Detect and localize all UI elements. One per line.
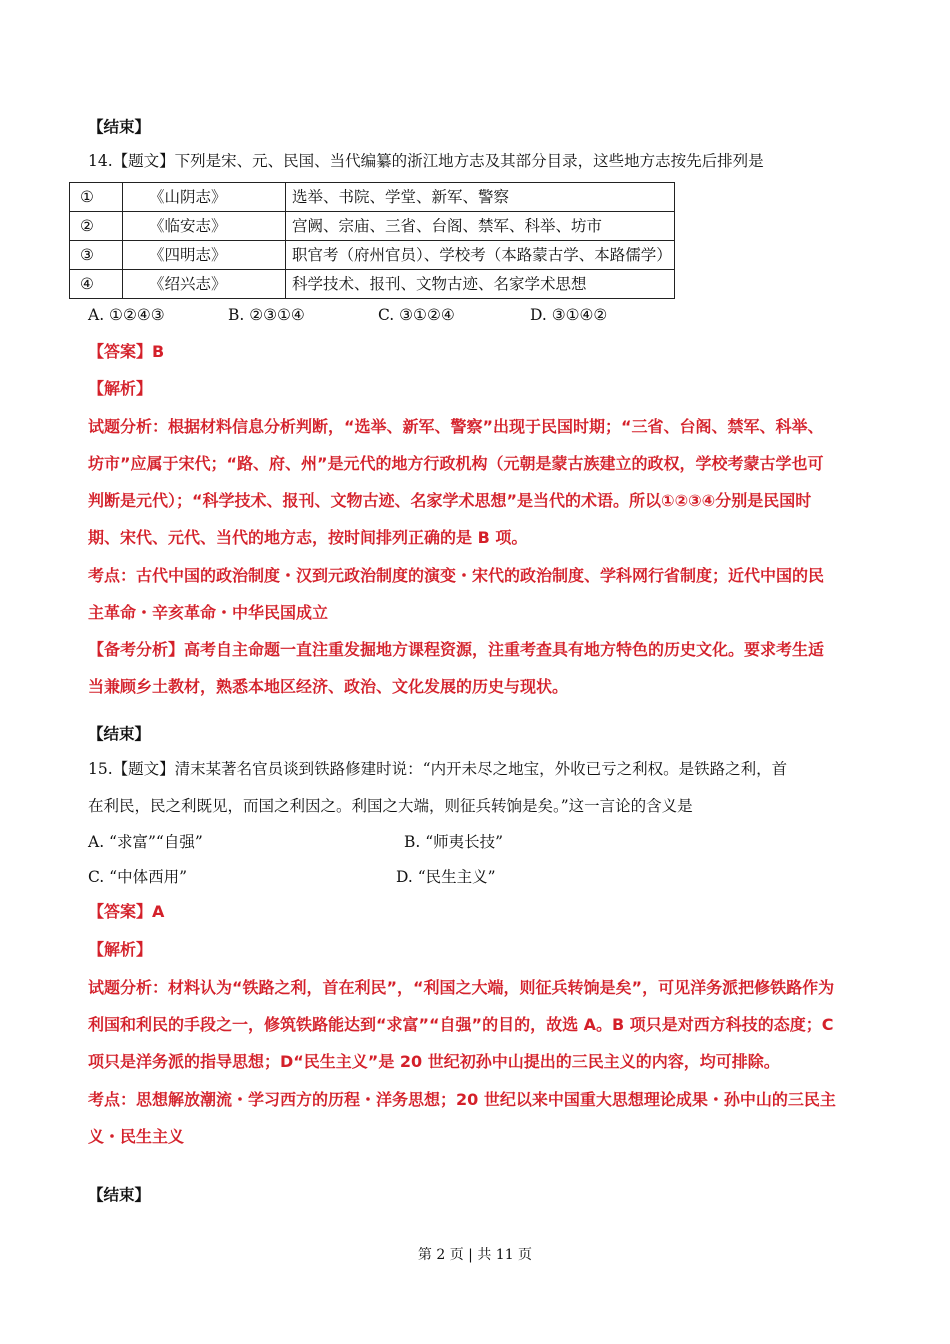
q15-analysis-line: 利国和利民的手段之一，修筑铁路能达到“求富”“自强”的目的，故选 A。B 项只是对西方科技的态度；C [88,1015,834,1034]
q15-answer: 【答案】A [88,902,165,921]
end-marker-top: 【结束】 [88,117,151,136]
q15-option-a: A. “求富”“自强” [88,833,203,851]
q15-option-b: B. “师夷长技” [404,833,504,851]
q14-option-d: D. ③①④② [530,306,608,324]
q15-option-c: C. “中体西用” [88,868,188,886]
q14-prep-line: 当兼顾乡土教材，熟悉本地区经济、政治、文化发展的历史与现状。 [88,677,569,696]
q15-points-line: 考点：思想解放潮流・学习西方的历程・洋务思想；20 世纪以来中国重大思想理论成果・孙中山的三民主 [88,1090,836,1109]
q14-points-line: 考点：古代中国的政治制度・汉到元政治制度的演变・宋代的政治制度、学科网行省制度；近代中国的民 [88,566,825,585]
q14-option-a: A. ①②④③ [88,306,165,324]
table-row: ③ 《四明志》 职官考（府州官员）、学校考（本路蒙古学、本路儒学） [70,241,675,270]
q15-analysis-line: 项只是洋务派的指导思想；D“民生主义”是 20 世纪初孙中山提出的三民主义的内容，均可排除。 [88,1052,780,1071]
q14-analysis-label: 【解析】 [88,379,153,398]
page-footer: 第 2 页 | 共 11 页 [417,1247,533,1263]
q15-stem-line: 15.【题文】清末某著名官员谈到铁路修建时说：“内开未尽之地宝，外收已亏之利权。是铁路之利，首 [88,760,788,778]
end-marker-bottom: 【结束】 [88,1185,151,1204]
q15-option-d: D. “民生主义” [396,868,496,886]
q14-prep-line: 【备考分析】高考自主命题一直注重发掘地方课程资源，注重考查具有地方特色的历史文化。要求考生适 [88,640,825,659]
q14-analysis-line: 坊市”应属于宋代；“路、府、州”是元代的地方行政机构（元朝是蒙古族建立的政权，学校考蒙古学也可 [88,454,824,473]
q14-option-c: C. ③①②④ [378,306,455,324]
q14-points-line: 主革命・辛亥革命・中华民国成立 [88,603,329,622]
q14-option-b: B. ②③①④ [228,306,305,324]
table-row: ④ 《绍兴志》 科学技术、报刊、文物古迹、名家学术思想 [70,270,675,299]
q15-stem-line: 在利民，民之利既见，而国之利因之。利国之大端，则征兵转饷是矣。”这一言论的含义是 [88,797,693,815]
q15-analysis-line: 试题分析：材料认为“铁路之利，首在利民”，“利国之大端，则征兵转饷是矣”，可见洋务派把修铁路作为 [88,978,835,997]
q15-analysis-label: 【解析】 [88,940,153,959]
end-marker-mid: 【结束】 [88,724,151,743]
q14-analysis-line: 期、宋代、元代、当代的地方志，按时间排列正确的是 B 项。 [88,528,528,547]
q14-gazetteer-table [69,182,675,299]
q14-analysis-line: 判断是元代）；“科学技术、报刊、文物古迹、名家学术思想”是当代的术语。所以①②③④分别是民国时 [88,491,812,510]
q14-stem: 14.【题文】下列是宋、元、民国、当代编纂的浙江地方志及其部分目录，这些地方志按先后排列是 [88,152,764,170]
q14-answer: 【答案】B [88,342,165,361]
table-row: ① 《山阴志》 选举、书院、学堂、新军、警察 [70,183,675,212]
q15-points-line: 义・民生主义 [88,1127,185,1146]
q14-analysis-line: 试题分析：根据材料信息分析判断，“选举、新军、警察”出现于民国时期；“三省、台阁、禁军、科举、 [88,417,824,436]
table-row: ② 《临安志》 宫阙、宗庙、三省、台阁、禁军、科举、坊市 [70,212,675,241]
